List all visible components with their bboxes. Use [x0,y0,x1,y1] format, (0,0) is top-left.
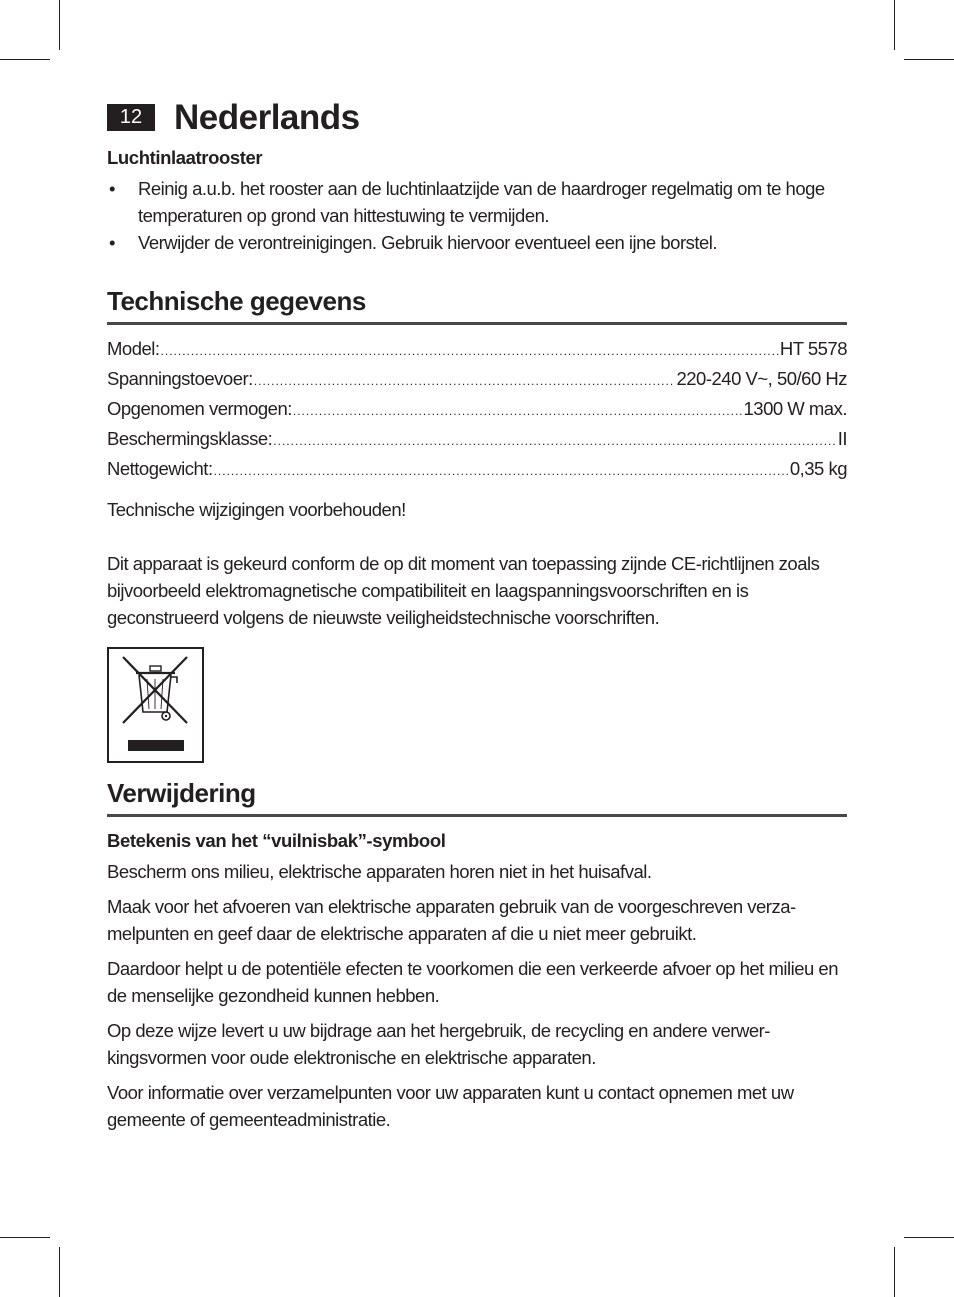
list-item [107,229,847,256]
spec-label: Beschermingsklasse: [107,428,273,449]
spec-row-weight [107,455,847,485]
crop-mark [0,59,50,60]
dot-leader [254,365,676,395]
spec-value: 220-240 V~, 50/60 Hz [676,368,847,389]
air-intake-list [107,175,847,256]
disposal-paragraph: Daardoor helpt u de potentiële efecten te voorkomen die een verkeerde afvoer op het milieu en de menselijke gezondheid kunnen hebben. [107,958,838,1006]
dot-leader [161,335,779,365]
spec-label: Model: [107,338,160,359]
spec-value: 0,35 kg [789,458,847,479]
spec-row-voltage [107,365,847,395]
symbol-meaning-heading: Betekenis van het “vuilnisbak”-symbool [107,830,446,851]
crop-mark [904,1237,954,1238]
spec-row-protection-class [107,425,847,455]
spec-value: II [837,428,847,449]
crop-mark [904,59,954,60]
crop-mark [894,1247,895,1297]
disposal-section [107,776,847,1133]
disposal-paragraph: Voor informatie over verzamelpunten voor uw apparaten kunt u contact opnemen met uw gemeente of gemeenteadministratie. [107,1082,794,1130]
list-item-text: Verwijder de verontreinigingen. Gebruik hiervoor eventueel een ijne borstel. [138,232,718,253]
spec-value: HT 5578 [779,338,847,359]
dot-leader [214,455,789,485]
changes-note: Technische wijzigingen voorbehouden! [107,499,406,520]
page-title: Nederlands [174,98,360,137]
crop-mark [0,1237,50,1238]
spec-table [107,335,847,485]
spec-label: Nettogewicht: [107,458,213,479]
list-item-text: Reinig a.u.b. het rooster aan de luchtinlaatzijde van de haardroger regelmatig om te hoge temperaturen op grond van hittestuwing te vermijden. [138,178,825,226]
crop-mark [59,1247,60,1297]
air-intake-heading: Luchtinlaatrooster [107,147,263,168]
crossed-out-wheelie-bin-icon [107,647,204,763]
disposal-paragraph: Op deze wijze levert u uw bijdrage aan het hergebruik, de recycling en andere verwer-kingsvormen voor oude elektronische en elektrische apparaten. [107,1020,770,1068]
disposal-paragraph: Maak voor het afvoeren van elektrische apparaten gebruik van de voorgeschreven verza-melpunten en geef daar de elektrische apparaten af die u niet meer gebruikt. [107,896,796,944]
dot-leader [293,395,743,425]
spec-value: 1300 W max. [743,398,847,419]
spec-label: Spanningstoevoer: [107,368,253,389]
bullet-icon: • [109,178,115,199]
bullet-icon: • [109,232,115,253]
crop-mark [59,0,60,50]
list-item [107,175,847,229]
section-title: Verwijdering [107,776,847,817]
spec-label: Opgenomen vermogen: [107,398,292,419]
wheelie-bin-svg [109,649,202,761]
section-title: Technische gegevens [107,284,847,325]
technical-data-section [107,284,847,631]
conformity-text: Dit apparaat is gekeurd conform de op dit moment van toepassing zijnde CE-richtlijnen zoals bijvoorbeeld elektromagnetische compatibiliteit en laagspanningsvoorschriften en is geconstrueerd volgens de nieuwste veiligheidstechnische voorschriften. [107,553,820,628]
disposal-paragraph: Bescherm ons milieu, elektrische apparaten horen niet in het huisafval. [107,861,652,882]
air-intake-section [107,146,847,256]
page-number-badge: 12 [107,104,155,131]
crop-mark [894,0,895,50]
spec-row-model [107,335,847,365]
spec-row-power [107,395,847,425]
dot-leader [273,425,836,455]
